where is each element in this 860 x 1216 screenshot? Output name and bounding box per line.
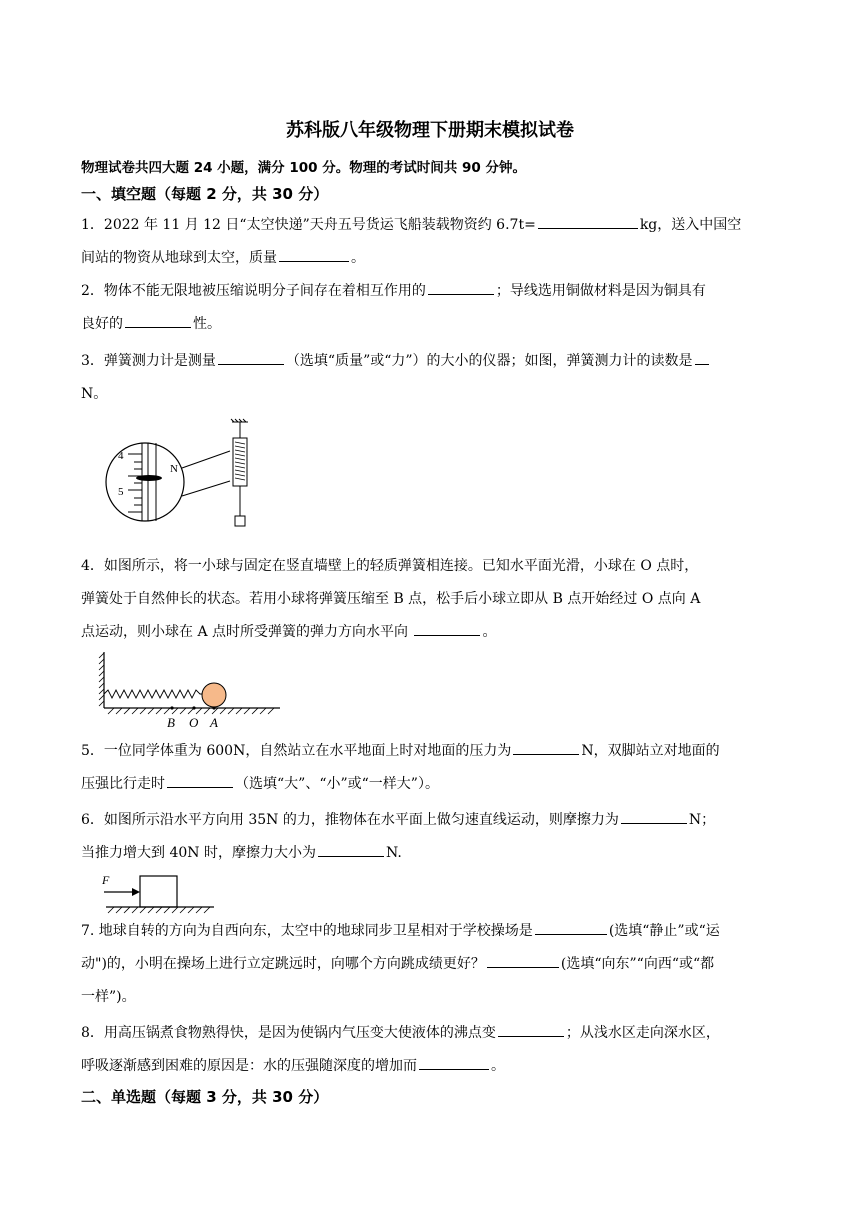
scale-label-4: 4 [118, 450, 124, 462]
question-3: 3．弹簧测力计是测量 （选填“质量”或“力”）的大小的仪器；如图，弹簧测力计的读数是 N。 [81, 345, 781, 411]
answer-blank[interactable] [695, 346, 709, 365]
point-label-o: O [189, 715, 199, 730]
point-label-a: A [210, 715, 218, 730]
section-heading-single-choice: 二、单选题（每题 3 分，共 30 分） [81, 1088, 329, 1106]
force-label-f: F [102, 873, 110, 887]
exam-intro: 物理试卷共四大题 24 小题，满分 100 分。物理的考试时间共 90 分钟。 [81, 160, 526, 176]
question-5: 5．一位同学体重为 600N，自然站立在水平地面上时对地面的压力为 N，双脚站立对地面的 压强比行走时 （选填“大”、“小”或“一样大”）。 [81, 735, 781, 801]
answer-blank[interactable] [167, 769, 233, 788]
answer-blank[interactable] [621, 805, 687, 824]
answer-blank[interactable] [218, 346, 284, 365]
section-heading-fill-blank: 一、填空题（每题 2 分，共 30 分） [81, 185, 329, 203]
point-label-b: B [167, 715, 175, 730]
answer-blank[interactable] [487, 949, 559, 968]
question-4: 4．如图所示，将一小球与固定在竖直墙壁上的轻质弹簧相连接。已知水平面光滑，小球在 O 点时， 弹簧处于自然伸长的状态。若用小球将弹簧压缩至 B 点，松手后小球立即从 B 点开始经过 O 点向 A 点运动，则小球在 A 点时所受弹簧的弹力方向水平向 。 [81, 558, 701, 640]
answer-blank[interactable] [125, 309, 191, 328]
spring-scale-figure [100, 418, 260, 536]
answer-blank[interactable] [535, 916, 607, 935]
push-block-figure [100, 870, 220, 916]
question-6: 6．如图所示沿水平方向用 35N 的力，推物体在水平面上做匀速直线运动，则摩擦力为 N； 当推力增大到 40N 时，摩擦力大小为 N. [81, 804, 781, 870]
answer-blank[interactable] [513, 736, 579, 755]
page-title: 苏科版八年级物理下册期末模拟试卷 [286, 120, 574, 141]
question-8: 8．用高压锅煮食物熟得快，是因为使锅内气压变大使液体的沸点变 ；从浅水区走向深水区， 呼吸逐渐感到困难的原因是：水的压强随深度的增加而 。 [81, 1017, 781, 1083]
answer-blank[interactable] [279, 243, 349, 262]
question-1: 1．2022 年 11 月 12 日“太空快递”天舟五号货运飞船装载物资约 6.7t= kg，送入中国空 间站的物资从地球到太空，质量 。 [81, 209, 781, 275]
answer-blank[interactable] [538, 210, 638, 229]
spring-ball-figure [98, 650, 288, 730]
answer-blank[interactable] [318, 838, 384, 857]
unit-label: N [170, 463, 178, 475]
answer-blank[interactable] [414, 617, 480, 636]
question-7: 7. 地球自转的方向为自西向东，太空中的地球同步卫星相对于学校操场是 (选填“静止”或“运 动")的，小明在操场上进行立定跳远时，向哪个方向跳成绩更好？ (选填“向东”“向西“或“都 一样”)。 [81, 915, 781, 1014]
scale-label-5: 5 [118, 486, 124, 498]
answer-blank[interactable] [419, 1051, 489, 1070]
question-2: 2．物体不能无限地被压缩说明分子间存在着相互作用的 ；导线选用铜做材料是因为铜具有 良好的 性。 [81, 275, 781, 341]
answer-blank[interactable] [428, 276, 494, 295]
answer-blank[interactable] [498, 1018, 564, 1037]
